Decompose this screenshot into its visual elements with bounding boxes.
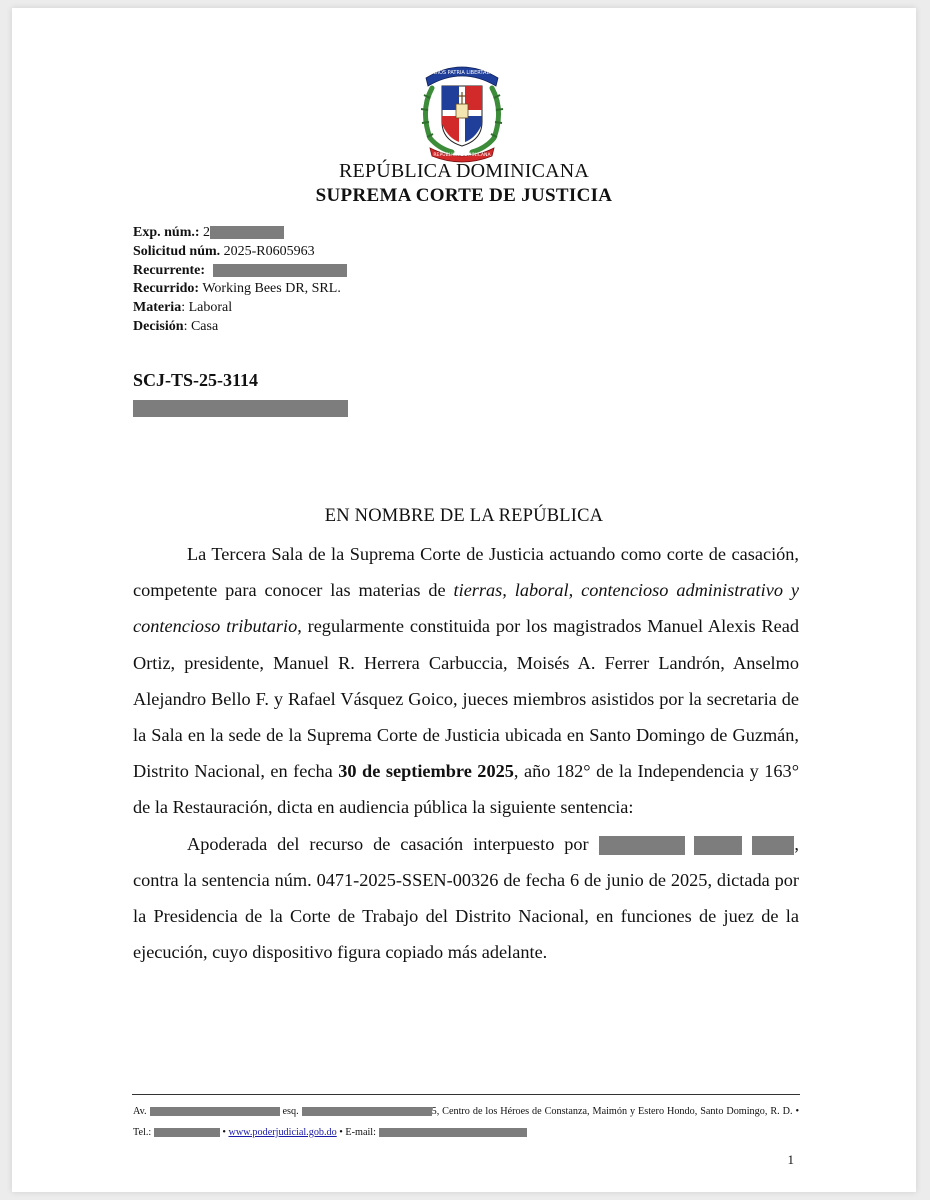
recurrente-label: Recurrente: xyxy=(133,262,206,278)
recurrido-label: Recurrido: xyxy=(133,281,200,297)
republic-title: REPÚBLICA DOMINICANA xyxy=(338,160,590,182)
meta-solicitud-row xyxy=(133,243,347,262)
redaction-bar xyxy=(150,1107,280,1116)
section-heading: EN NOMBRE DE LA REPÚBLICA xyxy=(324,506,604,526)
footer-address: 5, Centro de los Héroes de Constanza, Maimón y Estero Hondo, Santo Domingo, R. D. • Tel.: xyxy=(133,1106,800,1138)
meta-decision-row xyxy=(133,318,347,337)
exp-value: 2 xyxy=(203,225,211,240)
p1-text-1: La Tercera Sala de la Suprema Corte de Justicia actuando como corte de casación, competente para conocer las materias de xyxy=(133,544,799,601)
materia-value: : Laboral xyxy=(181,300,233,316)
website-link[interactable]: www.poderjudicial.gob.do xyxy=(228,1127,337,1138)
footer-bullet: • xyxy=(222,1127,226,1138)
p2-text-1: Apoderada del recurso de casación interpuesto por xyxy=(187,833,599,854)
recurrido-value: Working Bees DR, SRL. xyxy=(202,281,341,297)
seal-banner: REPÚBLICA DOMINICANA xyxy=(433,153,491,158)
p1-bold-date: 30 de septiembre 2025 xyxy=(338,761,514,782)
redaction-bar xyxy=(133,400,348,417)
decision-value: : Casa xyxy=(183,318,219,334)
coat-of-arms-seal xyxy=(412,48,512,164)
meta-recurrido-row xyxy=(133,280,347,299)
redaction-bar xyxy=(379,1128,527,1137)
materia-label: Materia xyxy=(133,300,182,316)
p1-text-3: , regularmente constituida por los magistrados Manuel Alexis Read Ortiz, presidente, Manuel R. Herrera Carbuccia, Moisés A. Ferrer Landrón, Anselmo Alejandro Bello F. y Rafael Vásquez Goico, jueces miembros asistidos por la secretaria de la Sala en la sede de la Suprema Corte de Justicia ubicada en Santo Domingo de Guzmán, Distrito Nacional, en fecha xyxy=(133,616,799,782)
footer-esq: esq. xyxy=(282,1106,299,1117)
redaction-bar xyxy=(302,1107,432,1116)
meta-recurrente-row xyxy=(133,262,347,281)
footer-av: Av. xyxy=(133,1106,147,1117)
court-title: SUPREMA CORTE DE JUSTICIA xyxy=(315,185,613,206)
footer-email-label: • E-mail: xyxy=(339,1127,376,1138)
case-code: SCJ-TS-25-3114 xyxy=(133,370,259,390)
page-footer xyxy=(133,1101,799,1143)
redaction-bar xyxy=(752,836,794,855)
paragraph-2 xyxy=(133,826,799,971)
redaction-bar xyxy=(694,836,742,855)
p1-text-5: , año 182° de la Independencia y 163° de la Restauración, dicta en audiencia pública la siguiente sentencia: xyxy=(133,761,799,818)
footer-divider xyxy=(132,1094,800,1095)
redaction-bar xyxy=(213,264,347,277)
p2-text-2: , contra la sentencia núm. 0471-2025-SSEN-00326 de fecha 6 de junio de 2025, dictada por la Presidencia de la Corte de Trabajo del Distrito Nacional, en funciones de juez de la ejecución, cuyo dispositivo figura copiado más adelante. xyxy=(133,833,799,963)
paragraph-1 xyxy=(133,536,799,826)
document-body xyxy=(133,536,799,970)
redaction-bar xyxy=(210,226,284,239)
redaction-bar xyxy=(599,836,685,855)
case-metadata xyxy=(133,224,347,337)
redaction-bar xyxy=(154,1128,220,1137)
p1-italic-subjects: tierras, laboral, contencioso administrativo y contencioso tributario xyxy=(133,580,799,637)
exp-label: Exp. núm.: xyxy=(133,225,200,240)
decision-label: Decisión xyxy=(133,318,184,334)
page-number: 1 xyxy=(787,1152,794,1167)
meta-exp-row xyxy=(133,224,347,243)
meta-materia-row xyxy=(133,299,347,318)
solicitud-label: Solicitud núm. xyxy=(133,243,221,259)
document-page xyxy=(12,8,916,1192)
solicitud-value: 2025-R0605963 xyxy=(223,243,315,259)
seal-motto: DIOS PATRIA LIBERTAD xyxy=(433,70,491,76)
